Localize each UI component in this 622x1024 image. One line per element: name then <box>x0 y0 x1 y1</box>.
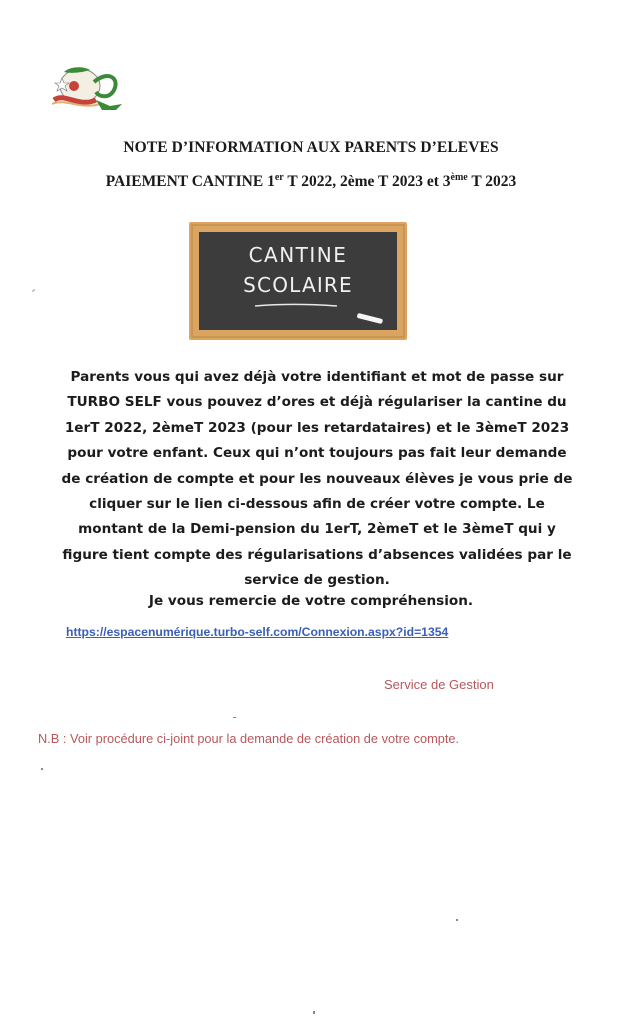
body-line: TURBO SELF vous pouvez d’ores et déjà régulariser la cantine du <box>67 394 567 411</box>
body-paragraph <box>60 365 574 594</box>
signature: Service de Gestion <box>384 677 494 692</box>
body-line: cliquer sur le lien ci-dessous afin de créer votre compte. Le <box>89 496 545 513</box>
document-subtitle <box>0 173 622 191</box>
subtitle-part3: T 2023 <box>467 173 517 190</box>
body-line: pour votre enfant. Ceux qui n’ont toujours pas fait leur demande <box>67 445 567 462</box>
turbo-self-link[interactable]: https://espacenumérique.turbo-self.com/Connexion.aspx?id=1354 <box>66 625 449 639</box>
scan-speck <box>32 289 35 292</box>
body-line: 1erT 2022, 2èmeT 2023 (pour les retardataires) et le 3èmeT 2023 <box>64 419 570 436</box>
chalkboard-line2: SCOLAIRE <box>243 273 353 297</box>
scan-speck <box>313 1011 315 1014</box>
scan-speck <box>233 717 236 718</box>
thanks-line: Je vous remercie de votre compréhension. <box>148 593 474 609</box>
school-logo <box>50 64 126 112</box>
body-line: figure tient compte des régularisations d’absences validées par le <box>62 546 572 563</box>
footnote: N.B : Voir procédure ci-joint pour la demande de création de votre compte. <box>38 731 460 746</box>
scan-speck <box>456 919 458 921</box>
subtitle-sup1: er <box>274 172 284 183</box>
subtitle-sup2: ème <box>450 172 468 183</box>
subtitle-part1: PAIEMENT CANTINE 1 <box>105 173 275 190</box>
chalkboard-line1: CANTINE <box>248 243 348 267</box>
scan-speck <box>41 768 43 770</box>
body-line: Parents vous qui avez déjà votre identifiant et mot de passe sur <box>70 369 564 385</box>
body-line: de création de compte et pour les nouveaux élèves je vous prie de <box>61 470 573 487</box>
document-title: NOTE D’INFORMATION AUX PARENTS D’ELEVES <box>123 139 499 156</box>
subtitle-part2: T 2022, 2ème T 2023 et 3 <box>283 173 451 190</box>
body-line: service de gestion. <box>244 572 390 589</box>
chalkboard-image <box>189 222 407 340</box>
body-line: montant de la Demi-pension du 1erT, 2èmeT et le 3èmeT qui y <box>78 521 556 538</box>
